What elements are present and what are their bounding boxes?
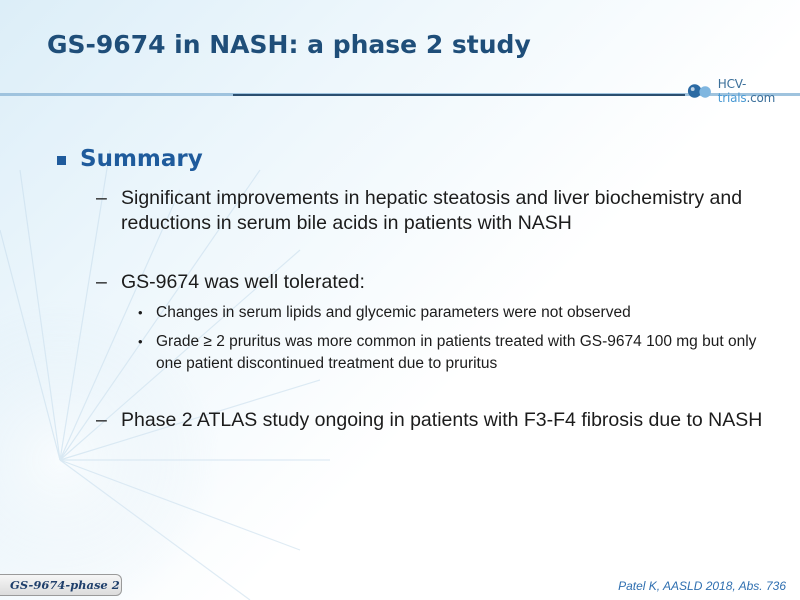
summary-subpoint	[138, 331, 773, 375]
dot-bullet-icon: •	[138, 334, 143, 349]
summary-point-text: Significant improvements in hepatic steatosis and liver biochemistry and reductions in serum bile acids in patients with NASH	[121, 187, 743, 234]
dot-bullet-icon: •	[138, 305, 143, 320]
summary-subpoint	[138, 302, 773, 324]
dash-bullet-icon: –	[96, 187, 107, 209]
dash-bullet-icon: –	[96, 271, 107, 293]
slide-title: GS-9674 in NASH: a phase 2 study	[47, 30, 531, 59]
summary-point	[96, 186, 776, 236]
logo-text-prefix: HCV-	[717, 77, 747, 91]
summary-subpoint-text: Grade ≥ 2 pruritus was more common in patients treated with GS-9674 100 mg but only one patient discontinued treatment due to pruritus	[156, 333, 757, 372]
hcv-trials-logo	[686, 77, 800, 105]
summary-heading-row	[57, 146, 203, 172]
summary-point	[96, 270, 776, 295]
square-bullet-icon	[57, 156, 66, 165]
logo-text-highlight: trials	[717, 91, 747, 105]
summary-point-text: GS-9674 was well tolerated:	[121, 271, 365, 293]
summary-point-text: Phase 2 ATLAS study ongoing in patients with F3-F4 fibrosis due to NASH	[121, 409, 763, 431]
summary-heading: Summary	[80, 146, 203, 172]
slide-footer-tag: GS-9674-phase 2	[0, 574, 122, 596]
hcv-trials-logo-icon	[686, 82, 715, 100]
summary-point	[96, 408, 776, 433]
citation: Patel K, AASLD 2018, Abs. 736	[618, 579, 786, 593]
summary-subpoint-text: Changes in serum lipids and glycemic parameters were not observed	[156, 304, 631, 321]
logo-text-suffix: .com	[746, 91, 776, 105]
dash-bullet-icon: –	[96, 409, 107, 431]
title-underline-accent	[233, 94, 685, 96]
